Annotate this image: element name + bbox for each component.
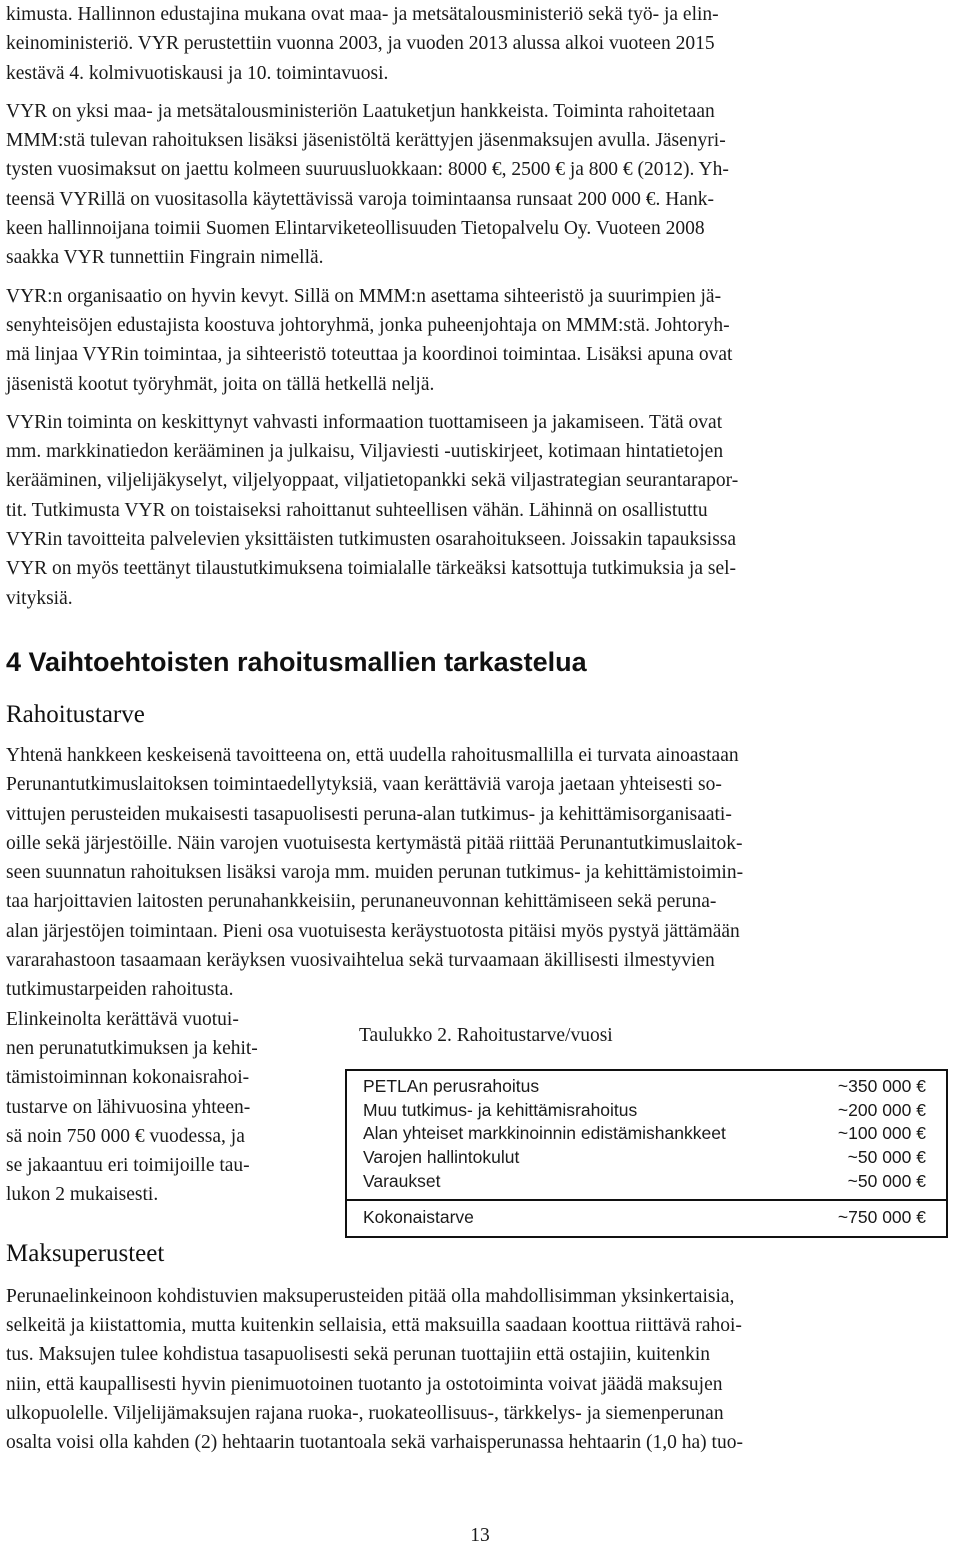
row-label: Alan yhteiset markkinoinnin edistämishankkeet <box>363 1123 726 1144</box>
paragraph-side-text <box>6 1005 328 1210</box>
table-row <box>347 1146 946 1170</box>
text-line: niin, että kaupallisesti hyvin pienimuotoinen tuotanto ja ostotoiminta voivat jäädä maksujen <box>6 1373 723 1395</box>
text-line: osalta voisi olla kahden (2) hehtaarin tuotantoala sekä varhaisperunassa hehtaarin (1,0 ha) tuo- <box>6 1432 743 1454</box>
text-line: vittujen perusteiden mukaisesti tasapuolisesti peruna-alan tutkimus- ja kehittämisorganisaati- <box>6 803 732 825</box>
text-line: tit. Tutkimusta VYR on toistaiseksi rahoittanut suhteellisen vähän. Lähinnä on osallistuttu <box>6 499 708 521</box>
text-line: mm. markkinatiedon kerääminen ja julkaisu, Viljaviesti -uutiskirjeet, kotimaan hintatietojen <box>6 441 724 463</box>
table-total-row <box>347 1206 946 1230</box>
funding-table <box>345 1069 948 1238</box>
text-line: tutkimustarpeiden rahoitusta. <box>6 979 234 1001</box>
subheading-rahoitustarve: Rahoitustarve <box>6 700 145 728</box>
paragraph-rahoitustarve <box>6 741 954 1005</box>
text-line: tämistoiminnan kokonaisrahoi- <box>6 1067 250 1089</box>
paragraph-vyr-activities <box>6 408 954 613</box>
text-line: VYR:n organisaatio on hyvin kevyt. Sillä on MMM:n asettama sihteeristö ja suurimpien jä- <box>6 285 722 307</box>
row-label: Varojen hallintokulut <box>363 1147 520 1168</box>
text-line: tus. Maksujen tulee kohdistua tasapuolisesti sekä perunan tuottajiin että ostajiin, kuitenkin <box>6 1344 711 1366</box>
table-divider <box>347 1199 946 1201</box>
total-value: ~750 000 € <box>837 1207 926 1228</box>
document-page <box>6 0 954 1457</box>
table-row <box>347 1169 946 1193</box>
row-value: ~350 000 € <box>837 1076 926 1097</box>
text-line: vararahastoon tasaamaan keräyksen vuosivaihtelua sekä turvaamaan äkillisesti ilmestyvien <box>6 950 715 972</box>
text-line: mä linjaa VYRin toimintaa, ja sihteeristö toteuttaa ja koordinoi toimintaa. Lisäksi apuna ovat <box>6 344 733 366</box>
text-line: lukon 2 mukaisesti. <box>6 1184 159 1206</box>
funding-table-block <box>345 1023 948 1238</box>
table-row <box>347 1075 946 1099</box>
row-label: Varaukset <box>363 1170 441 1191</box>
text-line: selkeitä ja kiistattomia, mutta kuitenkin sellaisia, että maksuilla saadaan koottua riittävä rahoi- <box>6 1314 742 1336</box>
table-row <box>347 1099 946 1123</box>
row-value: ~50 000 € <box>847 1170 926 1191</box>
text-line: senyhteisöjen edustajista koostuva johtoryhmä, jonka puheenjohtaja on MMM:stä. Johtoryh- <box>6 314 730 336</box>
text-line: ulkopuolelle. Viljelijämaksujen rajana ruoka-, ruokateollisuus-, tärkkelys- ja siemenperunan <box>6 1402 724 1424</box>
text-line: saakka VYR tunnettiin Fingrain nimellä. <box>6 247 324 269</box>
text-line: VYR on myös teettänyt tilaustutkimuksena toimialalle tärkeäksi katsottuja tutkimuksia ja sel- <box>6 558 737 580</box>
paragraph-vyr-intro <box>6 0 954 88</box>
text-line: sä noin 750 000 € vuodessa, ja <box>6 1125 245 1147</box>
text-line: VYRin tavoitteita palvelevien yksittäisten tutkimusten osarahoitukseen. Joissakin tapauksissa <box>6 529 737 551</box>
text-line: Yhtenä hankkeen keskeisenä tavoitteena on, että uudella rahoitusmallilla ei turvata ainoastaan <box>6 744 739 766</box>
row-label: PETLAn perusrahoitus <box>363 1076 540 1097</box>
text-line: kestävä 4. kolmivuotiskausi ja 10. toimintavuosi. <box>6 62 389 84</box>
text-line: jäsenistä kootut työryhmät, joita on tällä hetkellä neljä. <box>6 373 435 395</box>
paragraph-vyr-organisation <box>6 282 954 399</box>
text-line: MMM:stä tulevan rahoituksen lisäksi jäsenistöltä kerättyjen jäsenmaksujen avulla. Jäsenyri- <box>6 130 726 152</box>
text-line: keinoministeriö. VYR perustettiin vuonna 2003, ja vuoden 2013 alussa alkoi vuoteen 2015 <box>6 33 715 55</box>
row-value: ~200 000 € <box>837 1099 926 1120</box>
row-label: Muu tutkimus- ja kehittämisrahoitus <box>363 1099 638 1120</box>
paragraph-vyr-funding <box>6 97 954 273</box>
row-value: ~50 000 € <box>847 1147 926 1168</box>
text-line: taa harjoittavien laitosten perunahankkeisiin, perunaneuvonnan kehittämiseen sekä peruna- <box>6 891 717 913</box>
text-line: kerääminen, viljelijäkyselyt, viljelyoppaat, viljatietopankki sekä viljastrategian seurantarapor- <box>6 470 739 492</box>
text-line: Perunantutkimuslaitoksen toimintaedellytyksiä, vaan kerättäviä varoja jaetaan yhteisesti so- <box>6 774 722 796</box>
text-line: keen hallinnoijana toimii Suomen Elintarviketeollisuuden Tietopalvelu Oy. Vuoteen 2008 <box>6 218 705 240</box>
text-line: kimusta. Hallinnon edustajina mukana ovat maa- ja metsätalousministeriö sekä työ- ja elin- <box>6 4 719 25</box>
table-row <box>347 1122 946 1146</box>
paragraph-maksuperusteet <box>6 1282 954 1458</box>
text-line: tysten vuosimaksut on jaettu kolmeen suuruusluokkaan: 8000 €, 2500 € ja 800 € (2012). Yh- <box>6 159 729 181</box>
text-line: oille sekä järjestöille. Näin varojen vuotuisesta kertymästä pitää riittää Perunantutkimuslaitok- <box>6 832 743 854</box>
text-line: alan järjestöjen toimintaan. Pieni osa vuotuisesta keräystuotosta pitäisi myös pystyä jättämään <box>6 920 740 942</box>
section-heading: 4 Vaihtoehtoisten rahoitusmallien tarkastelua <box>6 646 587 677</box>
text-line: seen suunnatun rahoituksen lisäksi varoja mm. muiden perunan tutkimus- ja kehittämistoimin- <box>6 862 744 884</box>
table-caption: Taulukko 2. Rahoitustarve/vuosi <box>359 1025 613 1046</box>
text-line: Perunaelinkeinoon kohdistuvien maksuperusteiden pitää olla mahdollisimman yksinkertaisia, <box>6 1285 735 1307</box>
text-line: VYR on yksi maa- ja metsätalousministeriön Laatuketjun hankkeista. Toiminta rahoitetaan <box>6 100 715 122</box>
text-line: VYRin toiminta on keskittynyt vahvasti informaation tuottamiseen ja jakamiseen. Tätä ovat <box>6 411 723 433</box>
text-line: vityksiä. <box>6 587 73 609</box>
text-line: teensä VYRillä on vuositasolla käytettävissä varoja toimintaansa runsaat 200 000 €. Hank- <box>6 188 714 210</box>
text-line: se jakaantuu eri toimijoille tau- <box>6 1155 250 1177</box>
text-line: nen perunatutkimuksen ja kehit- <box>6 1037 258 1059</box>
text-line: Elinkeinolta kerättävä vuotui- <box>6 1008 239 1030</box>
subheading-maksuperusteet: Maksuperusteet <box>6 1239 165 1267</box>
text-line: tustarve on lähivuosina yhteen- <box>6 1096 251 1118</box>
page-number: 13 <box>470 1525 490 1546</box>
row-value: ~100 000 € <box>837 1123 926 1144</box>
total-label: Kokonaistarve <box>363 1207 474 1228</box>
